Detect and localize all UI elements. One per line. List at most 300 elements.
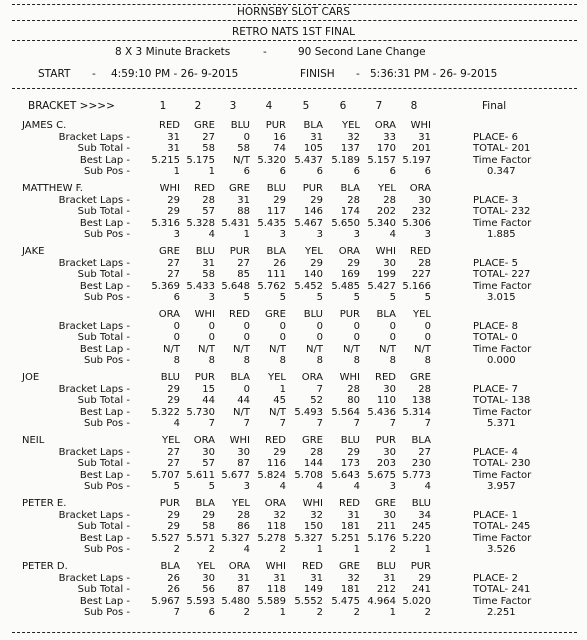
sub-total-value: 111 xyxy=(266,269,286,280)
sub-total-value: 0 xyxy=(173,332,180,343)
best-lap-value: 5.707 xyxy=(151,469,180,481)
sub-total-value: 174 xyxy=(340,206,360,217)
final-place: PLACE- 8 xyxy=(473,320,518,332)
lane-color: BLU xyxy=(411,498,431,509)
lane-color: ORA xyxy=(193,435,215,446)
sub-total-value: 57 xyxy=(202,206,215,217)
lane-color: BLA xyxy=(303,120,323,131)
sub-pos-value: 4 xyxy=(353,481,360,492)
time-factor-value: 1.885 xyxy=(487,229,516,240)
sub-pos-value: 3 xyxy=(316,229,323,240)
lane-color: BLA xyxy=(340,183,360,194)
bracket-number: 3 xyxy=(229,100,237,112)
best-lap-label: Best Lap - xyxy=(79,343,130,355)
time-factor-value: 3.526 xyxy=(487,544,516,555)
bracket-laps-value: 30 xyxy=(202,572,215,584)
sub-pos-value: 6 xyxy=(316,166,323,177)
lane-color: BLU xyxy=(340,435,360,446)
best-lap-value: 5.452 xyxy=(294,280,323,292)
sub-total-value: 85 xyxy=(237,269,250,280)
lane-color: PUR xyxy=(194,372,215,383)
best-lap-value: 5.773 xyxy=(402,469,431,481)
bracket-laps-value: 7 xyxy=(316,383,323,395)
sub-pos-value: 1 xyxy=(389,607,396,618)
bracket-laps-value: 32 xyxy=(347,572,360,584)
bracket-laps-label: Bracket Laps - xyxy=(58,509,130,521)
best-lap-value: N/T xyxy=(379,343,396,355)
sub-pos-value: 1 xyxy=(208,166,215,177)
sub-total-value: 45 xyxy=(273,395,286,406)
best-lap-label: Best Lap - xyxy=(79,532,130,544)
sub-pos-value: 6 xyxy=(279,166,286,177)
final-total: TOTAL- 0 xyxy=(473,332,518,343)
sub-pos-value: 5 xyxy=(316,292,323,303)
bracket-laps-label: Bracket Laps - xyxy=(58,383,130,395)
sub-total-value: 118 xyxy=(266,584,286,595)
divider xyxy=(12,20,577,21)
sub-pos-value: 2 xyxy=(208,544,215,555)
lane-color: GRE xyxy=(193,120,215,131)
bracket-laps-value: 0 xyxy=(243,131,250,143)
bracket-laps-value: 0 xyxy=(243,320,250,332)
best-lap-value: 5.564 xyxy=(331,406,360,418)
best-lap-value: 5.189 xyxy=(331,154,360,166)
time-factor-label: Time Factor xyxy=(473,217,532,229)
page-title: HORNSBY SLOT CARS xyxy=(237,6,350,18)
bracket-laps-value: 31 xyxy=(237,194,250,206)
lane-color: YEL xyxy=(342,120,360,131)
sub-total-value: 146 xyxy=(303,206,323,217)
best-lap-value: 5.020 xyxy=(402,595,431,607)
bracket-laps-value: 30 xyxy=(237,446,250,458)
best-lap-value: 5.157 xyxy=(367,154,396,166)
driver-name: JAKE xyxy=(22,246,45,257)
bracket-laps-value: 31 xyxy=(167,131,180,143)
bracket-laps-value: 29 xyxy=(167,509,180,521)
sub-pos-value: 5 xyxy=(173,481,180,492)
best-lap-value: 5.314 xyxy=(402,406,431,418)
driver-name: JOE xyxy=(22,372,40,383)
bracket-number: 8 xyxy=(410,100,418,112)
lane-color: RED xyxy=(229,309,250,320)
sub-total-value: 58 xyxy=(202,269,215,280)
best-lap-value: 5.436 xyxy=(367,406,396,418)
lane-color: BLA xyxy=(230,372,250,383)
lane-color: ORA xyxy=(228,561,250,572)
format-lane-change: 90 Second Lane Change xyxy=(298,46,426,58)
best-lap-value: 5.166 xyxy=(402,280,431,292)
best-lap-value: 5.467 xyxy=(294,217,323,229)
best-lap-value: N/T xyxy=(414,343,431,355)
sub-total-value: 0 xyxy=(389,332,396,343)
best-lap-value: 5.278 xyxy=(257,532,286,544)
bracket-laps-value: 29 xyxy=(347,257,360,269)
best-lap-label: Best Lap - xyxy=(79,280,130,292)
sub-pos-value: 6 xyxy=(208,607,215,618)
time-factor-value: 3.957 xyxy=(487,481,516,492)
sub-total-value: 58 xyxy=(237,143,250,154)
divider xyxy=(12,4,577,5)
lane-color: BLA xyxy=(266,246,286,257)
sub-pos-value: 1 xyxy=(353,544,360,555)
bracket-laps-value: 29 xyxy=(418,572,431,584)
sub-pos-value: 4 xyxy=(173,418,180,429)
time-factor-value: 5.371 xyxy=(487,418,516,429)
bracket-laps-value: 30 xyxy=(418,194,431,206)
best-lap-value: 5.589 xyxy=(257,595,286,607)
bracket-laps-value: 34 xyxy=(418,509,431,521)
sub-pos-value: 7 xyxy=(389,418,396,429)
sub-pos-value: 2 xyxy=(316,607,323,618)
best-lap-value: 5.527 xyxy=(151,532,180,544)
sub-total-value: 0 xyxy=(243,332,250,343)
best-lap-value: N/T xyxy=(233,343,250,355)
sub-pos-label: Sub Pos - xyxy=(83,544,130,555)
sub-pos-value: 6 xyxy=(389,166,396,177)
sub-total-value: 227 xyxy=(411,269,431,280)
lane-color: GRE xyxy=(374,498,396,509)
bracket-laps-value: 27 xyxy=(237,257,250,269)
lane-color: GRE xyxy=(301,435,323,446)
bracket-laps-value: 0 xyxy=(208,320,215,332)
lane-color: YEL xyxy=(197,561,215,572)
lane-color: PUR xyxy=(339,309,360,320)
sub-pos-value: 3 xyxy=(279,229,286,240)
lane-color: WHI xyxy=(410,120,431,131)
sub-pos-value: 1 xyxy=(279,607,286,618)
sub-total-value: 202 xyxy=(376,206,396,217)
best-lap-label: Best Lap - xyxy=(79,469,130,481)
sub-pos-value: 7 xyxy=(208,418,215,429)
bracket-laps-value: 1 xyxy=(279,383,286,395)
sub-pos-value: 7 xyxy=(353,418,360,429)
finish-time: 5:36:31 PM - 26- 9-2015 xyxy=(370,68,498,80)
event-subtitle: RETRO NATS 1ST FINAL xyxy=(231,26,355,38)
best-lap-label: Best Lap - xyxy=(79,406,130,418)
lane-color: GRE xyxy=(228,183,250,194)
bracket-laps-value: 27 xyxy=(202,131,215,143)
lane-color: ORA xyxy=(338,246,360,257)
sub-total-value: 170 xyxy=(376,143,396,154)
best-lap-value: 5.328 xyxy=(186,217,215,229)
lane-color: ORA xyxy=(409,183,431,194)
sub-total-value: 31 xyxy=(167,143,180,154)
best-lap-value: 5.322 xyxy=(151,406,180,418)
bracket-laps-value: 0 xyxy=(424,320,431,332)
sub-pos-value: 7 xyxy=(424,418,431,429)
best-lap-value: 5.176 xyxy=(367,532,396,544)
sub-total-value: 181 xyxy=(340,521,360,532)
lane-color: PUR xyxy=(229,246,250,257)
finish-label: FINISH xyxy=(300,68,335,80)
lane-color: YEL xyxy=(232,498,250,509)
sub-pos-value: 4 xyxy=(424,481,431,492)
bracket-laps-label: Bracket Laps - xyxy=(58,194,130,206)
sub-total-value: 137 xyxy=(340,143,360,154)
time-factor-label: Time Factor xyxy=(473,406,532,418)
sub-pos-value: 1 xyxy=(424,544,431,555)
sub-total-value: 52 xyxy=(310,395,323,406)
sub-pos-value: 8 xyxy=(243,355,250,366)
sub-total-value: 0 xyxy=(353,332,360,343)
best-lap-value: 5.643 xyxy=(331,469,360,481)
best-lap-value: 5.571 xyxy=(186,532,215,544)
final-total: TOTAL- 230 xyxy=(473,458,531,469)
lane-color: BLA xyxy=(411,435,431,446)
sub-pos-value: 3 xyxy=(389,481,396,492)
sub-pos-value: 7 xyxy=(243,418,250,429)
final-header: Final xyxy=(482,100,507,112)
sub-pos-value: 6 xyxy=(173,292,180,303)
sub-pos-label: Sub Pos - xyxy=(83,166,130,177)
sub-pos-value: 4 xyxy=(389,229,396,240)
best-lap-value: N/T xyxy=(198,343,215,355)
bracket-laps-value: 26 xyxy=(167,572,180,584)
final-total: TOTAL- 241 xyxy=(473,584,531,595)
best-lap-value: 5.215 xyxy=(151,154,180,166)
bracket-laps-value: 30 xyxy=(383,383,396,395)
best-lap-value: N/T xyxy=(269,406,286,418)
final-place: PLACE- 6 xyxy=(473,131,518,143)
best-lap-value: 5.611 xyxy=(186,469,215,481)
best-lap-value: 5.327 xyxy=(221,532,250,544)
bracket-laps-label: Bracket Laps - xyxy=(58,257,130,269)
lane-color: BLU xyxy=(376,561,396,572)
sub-total-value: 181 xyxy=(340,584,360,595)
bracket-laps-value: 0 xyxy=(243,383,250,395)
sub-pos-label: Sub Pos - xyxy=(83,481,130,492)
lane-color: BLU xyxy=(195,246,215,257)
divider xyxy=(12,632,577,633)
sub-pos-value: 8 xyxy=(424,355,431,366)
sub-total-value: 0 xyxy=(279,332,286,343)
bracket-laps-value: 29 xyxy=(273,194,286,206)
lane-color: RED xyxy=(302,561,323,572)
sub-total-label: Sub Total - xyxy=(77,395,130,406)
final-place: PLACE- 3 xyxy=(473,194,518,206)
best-lap-label: Best Lap - xyxy=(79,154,130,166)
bracket-laps-value: 29 xyxy=(310,194,323,206)
format-dash: - xyxy=(263,46,267,58)
sub-pos-value: 8 xyxy=(316,355,323,366)
sub-total-value: 173 xyxy=(340,458,360,469)
sub-total-value: 0 xyxy=(316,332,323,343)
sub-total-value: 212 xyxy=(376,584,396,595)
sub-total-value: 199 xyxy=(376,269,396,280)
bracket-laps-value: 31 xyxy=(237,572,250,584)
best-lap-value: 5.306 xyxy=(402,217,431,229)
lane-color: GRE xyxy=(264,309,286,320)
lane-color: WHI xyxy=(375,246,396,257)
best-lap-value: 5.475 xyxy=(331,595,360,607)
lane-color: PUR xyxy=(265,120,286,131)
bracket-number: 1 xyxy=(159,100,167,112)
sub-total-value: 232 xyxy=(411,206,431,217)
best-lap-value: 5.675 xyxy=(367,469,396,481)
sub-total-value: 144 xyxy=(303,458,323,469)
bracket-laps-value: 31 xyxy=(273,572,286,584)
bracket-laps-value: 27 xyxy=(167,446,180,458)
sub-pos-value: 2 xyxy=(353,607,360,618)
lane-color: RED xyxy=(159,120,180,131)
sub-total-value: 80 xyxy=(347,395,360,406)
bracket-laps-value: 31 xyxy=(202,257,215,269)
bracket-laps-value: 28 xyxy=(310,446,323,458)
best-lap-value: 5.220 xyxy=(402,532,431,544)
sub-pos-value: 1 xyxy=(316,544,323,555)
sub-total-value: 74 xyxy=(273,143,286,154)
lane-color: PUR xyxy=(410,561,431,572)
best-lap-value: 5.708 xyxy=(294,469,323,481)
sub-pos-value: 7 xyxy=(279,418,286,429)
final-place: PLACE- 7 xyxy=(473,383,518,395)
best-lap-value: 5.762 xyxy=(257,280,286,292)
sub-total-value: 86 xyxy=(237,521,250,532)
bracket-laps-value: 0 xyxy=(353,320,360,332)
lane-color: PUR xyxy=(302,183,323,194)
sub-pos-value: 2 xyxy=(424,607,431,618)
sub-pos-label: Sub Pos - xyxy=(83,418,130,429)
bracket-number: 2 xyxy=(194,100,202,112)
lane-color: YEL xyxy=(162,435,180,446)
best-lap-value: 5.197 xyxy=(402,154,431,166)
sub-total-value: 0 xyxy=(424,332,431,343)
lane-color: WHI xyxy=(339,372,360,383)
best-lap-label: Best Lap - xyxy=(79,595,130,607)
sub-pos-value: 3 xyxy=(243,481,250,492)
sub-total-value: 118 xyxy=(266,521,286,532)
best-lap-value: N/T xyxy=(306,343,323,355)
best-lap-value: 5.251 xyxy=(331,532,360,544)
sub-pos-value: 2 xyxy=(279,544,286,555)
best-lap-value: 5.485 xyxy=(331,280,360,292)
bracket-laps-value: 26 xyxy=(273,257,286,269)
bracket-laps-value: 28 xyxy=(202,194,215,206)
best-lap-value: 5.431 xyxy=(221,217,250,229)
bracket-laps-value: 33 xyxy=(383,131,396,143)
sub-pos-value: 6 xyxy=(424,166,431,177)
best-lap-value: 5.824 xyxy=(257,469,286,481)
bracket-header-label: BRACKET >>>> xyxy=(28,100,115,112)
bracket-laps-value: 32 xyxy=(273,509,286,521)
lane-color: ORA xyxy=(301,372,323,383)
bracket-laps-value: 30 xyxy=(383,446,396,458)
best-lap-value: 4.964 xyxy=(367,595,396,607)
best-lap-value: 5.316 xyxy=(151,217,180,229)
final-place: PLACE- 4 xyxy=(473,446,518,458)
bracket-laps-value: 31 xyxy=(418,131,431,143)
sub-total-value: 150 xyxy=(303,521,323,532)
bracket-laps-value: 28 xyxy=(383,194,396,206)
sub-total-value: 140 xyxy=(303,269,323,280)
sub-pos-value: 1 xyxy=(173,166,180,177)
start-label: START xyxy=(38,68,71,80)
best-lap-value: 5.480 xyxy=(221,595,250,607)
sub-total-value: 44 xyxy=(237,395,250,406)
bracket-number: 6 xyxy=(339,100,347,112)
lane-color: BLU xyxy=(266,183,286,194)
final-total: TOTAL- 232 xyxy=(473,206,531,217)
lane-color: YEL xyxy=(268,372,286,383)
lane-color: WHI xyxy=(159,183,180,194)
best-lap-value: 5.340 xyxy=(367,217,396,229)
lane-color: WHI xyxy=(194,309,215,320)
sub-pos-value: 7 xyxy=(316,418,323,429)
lane-color: BLU xyxy=(160,372,180,383)
bracket-laps-value: 28 xyxy=(237,509,250,521)
lane-color: ORA xyxy=(158,309,180,320)
sub-total-value: 27 xyxy=(167,269,180,280)
sub-pos-value: 8 xyxy=(208,355,215,366)
sub-pos-value: 8 xyxy=(353,355,360,366)
best-lap-value: 5.493 xyxy=(294,406,323,418)
driver-name: NEIL xyxy=(22,435,45,446)
lane-color: BLA xyxy=(195,498,215,509)
sub-total-value: 116 xyxy=(266,458,286,469)
time-factor-value: 0.347 xyxy=(487,166,516,177)
format-brackets: 8 X 3 Minute Brackets xyxy=(115,46,231,58)
best-lap-value: 5.650 xyxy=(331,217,360,229)
lane-color: RED xyxy=(375,372,396,383)
bracket-number: 5 xyxy=(302,100,310,112)
best-lap-value: 5.593 xyxy=(186,595,215,607)
time-factor-value: 3.015 xyxy=(487,292,516,303)
sub-pos-value: 4 xyxy=(316,481,323,492)
lane-color: PUR xyxy=(159,498,180,509)
sub-pos-value: 5 xyxy=(208,481,215,492)
sub-total-label: Sub Total - xyxy=(77,332,130,343)
bracket-laps-label: Bracket Laps - xyxy=(58,572,130,584)
driver-name: JAMES C. xyxy=(22,120,67,131)
sub-total-value: 105 xyxy=(303,143,323,154)
time-factor-label: Time Factor xyxy=(473,469,532,481)
sub-total-value: 169 xyxy=(340,269,360,280)
sub-pos-value: 2 xyxy=(173,544,180,555)
bracket-laps-value: 28 xyxy=(347,383,360,395)
bracket-laps-value: 31 xyxy=(310,131,323,143)
sub-total-value: 203 xyxy=(376,458,396,469)
bracket-laps-value: 30 xyxy=(383,509,396,521)
best-lap-value: 5.967 xyxy=(151,595,180,607)
driver-name: PETER D. xyxy=(22,561,68,572)
sub-pos-value: 4 xyxy=(243,544,250,555)
sub-pos-value: 2 xyxy=(389,544,396,555)
sub-total-value: 58 xyxy=(202,143,215,154)
driver-name: PETER E. xyxy=(22,498,67,509)
sub-pos-value: 6 xyxy=(243,166,250,177)
final-total: TOTAL- 245 xyxy=(473,521,531,532)
bracket-laps-value: 16 xyxy=(273,131,286,143)
sub-pos-value: 7 xyxy=(173,607,180,618)
best-lap-value: N/T xyxy=(163,343,180,355)
best-lap-value: 5.435 xyxy=(257,217,286,229)
sub-total-label: Sub Total - xyxy=(77,521,130,532)
sub-pos-value: 5 xyxy=(243,292,250,303)
bracket-laps-value: 29 xyxy=(167,194,180,206)
lane-color: ORA xyxy=(264,498,286,509)
lane-color: RED xyxy=(194,183,215,194)
bracket-laps-value: 32 xyxy=(347,131,360,143)
bracket-number: 4 xyxy=(265,100,273,112)
start-time: 4:59:10 PM - 26- 9-2015 xyxy=(111,68,239,80)
bracket-laps-value: 31 xyxy=(310,572,323,584)
sub-total-value: 26 xyxy=(167,584,180,595)
sub-total-label: Sub Total - xyxy=(77,206,130,217)
sub-pos-value: 5 xyxy=(279,292,286,303)
time-factor-label: Time Factor xyxy=(473,343,532,355)
final-place: PLACE- 2 xyxy=(473,572,518,584)
lane-color: GRE xyxy=(158,246,180,257)
